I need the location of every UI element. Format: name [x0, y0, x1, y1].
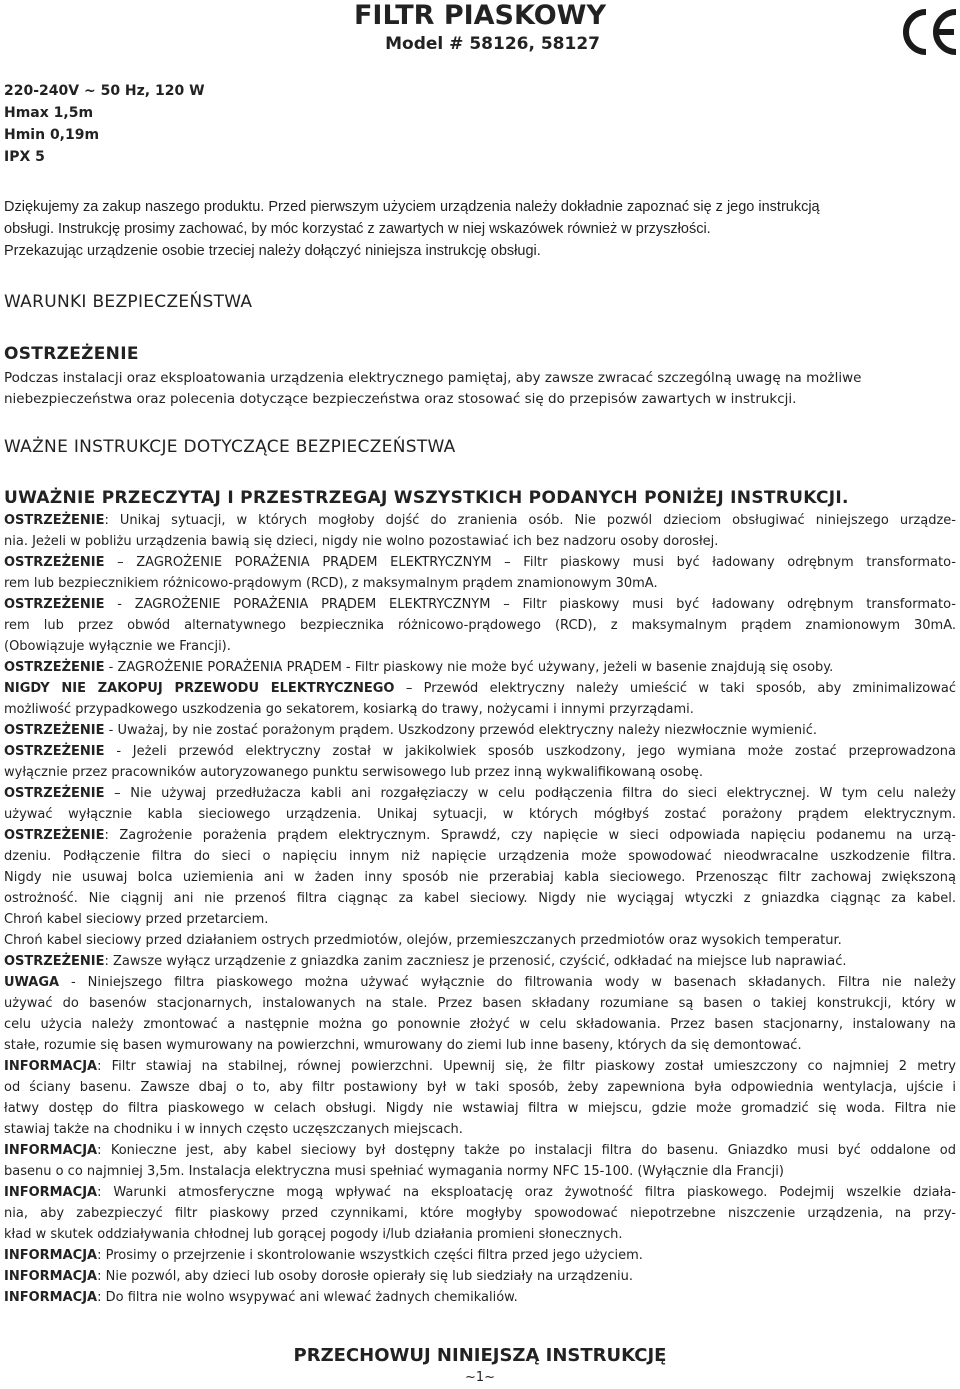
rule-line — [4, 993, 956, 1014]
page-number: ~1~ — [464, 1370, 496, 1385]
rule-label: INFORMACJA — [4, 1143, 98, 1158]
rule-text: używać do basenów stacjonarnych, instalowanych na stale. Przez basen składany rozumiane są basen o takiej konstrukcji, który w — [4, 996, 956, 1011]
rule-line — [4, 762, 956, 783]
rule-line — [4, 951, 956, 972]
safety-heading: WARUNKI BEZPIECZEŃSTWA — [4, 292, 253, 312]
spec-ip-rating: IPX 5 — [4, 149, 45, 165]
rule-line — [4, 615, 956, 636]
rule-label: OSTRZEŻENIE — [4, 555, 105, 570]
rule-line — [4, 804, 956, 825]
rule-line — [4, 510, 956, 531]
rule-text: nia. Jeżeli w pobliżu urządzenia bawią się dzieci, nigdy nie wolno pozostawiać ich bez nadzoru osoby dorosłej. — [4, 534, 719, 549]
rule-line — [4, 1245, 956, 1266]
rule-line — [4, 1056, 956, 1077]
rule-text: od ściany basenu. Zawsze dbaj o to, aby filtr postawiony był w taki sposób, żeby zapewniona była odpowiednia wentylacja, ujście i — [4, 1080, 956, 1095]
rule-line — [4, 825, 956, 846]
rule-label: OSTRZEŻENIE — [4, 513, 105, 528]
warning-paragraph — [4, 368, 956, 410]
rule-line — [4, 888, 956, 909]
rule-label: OSTRZEŻENIE — [4, 828, 105, 843]
rule-label: INFORMACJA — [4, 1248, 98, 1263]
rule-text: - Uważaj, by nie zostać porażonym prądem. Uszkodzony przewód elektryczny należy niezwłocznie wymienić. — [104, 723, 817, 738]
rule-line — [4, 657, 956, 678]
rule-label: OSTRZEŻENIE — [4, 786, 105, 801]
rule-label: OSTRZEŻENIE — [4, 954, 105, 969]
rule-text: - ZAGROŻENIE PORAŻENIA PRĄDEM - Filtr piaskowy nie może być używany, jeżeli w basenie znajdują się osoby. — [104, 660, 834, 675]
rule-label: OSTRZEŻENIE — [4, 597, 105, 612]
rule-label: OSTRZEŻENIE — [4, 660, 105, 675]
rule-text: celu użycia należy zmontować a następnie można go ponownie złożyć w celu składowania. Przez basen stacjonarny, instalowany na — [4, 1017, 956, 1032]
rule-text: – Przewód elektryczny należy umieścić w taki sposób, aby zminimalizować — [394, 681, 957, 696]
rule-text: : Zawsze wyłącz urządzenie z gniazdka zanim zaczniesz je przenosić, czyścić, odkładać na miejsce lub naprawiać. — [104, 954, 847, 969]
rule-line — [4, 594, 956, 615]
intro-line: Dziękujemy za zakup naszego produktu. Przed pierwszym użyciem urządzenia należy dokładnie zapoznać się z jego instrukcją — [4, 199, 820, 215]
rule-line — [4, 573, 956, 594]
rule-text: – ZAGROŻENIE PORAŻENIA PRĄDEM ELEKTRYCZNYM – Filtr piaskowy musi być ładowany odrębnym transformato- — [104, 555, 956, 570]
rule-text: : Filtr stawiaj na stabilnej, równej powierzchni. Upewnij się, że filtr piaskowy został umieszczony co najmniej 2 metry — [97, 1059, 956, 1074]
rule-line — [4, 867, 956, 888]
rule-text: – Nie używaj przedłużacza kabli ani rozgałęziaczy w celu podłączenia filtra do sieci elektrycznej. W tym celu należy — [104, 786, 956, 801]
rule-text: stawiaj także na chodniku i w innych często uczęszczanych miejscach. — [4, 1122, 463, 1137]
rule-label: INFORMACJA — [4, 1059, 98, 1074]
spec-voltage: 220-240V ~ 50 Hz, 120 W — [4, 83, 205, 99]
rule-label: UWAGA — [4, 975, 60, 990]
rule-line — [4, 1161, 956, 1182]
rule-text: nia, aby zabezpieczyć filtr piaskowy przed czynnikami, które mogłyby spowodować niepotrzebne niszczenie urządzenia, na przy- — [4, 1206, 956, 1221]
warning-heading: OSTRZEŻENIE — [4, 344, 139, 364]
warning-line: niebezpieczeństwa oraz polecenia dotyczące bezpieczeństwa oraz stosować się do przepisów zawartych w instrukcji. — [4, 391, 797, 407]
rule-line — [4, 783, 956, 804]
rule-text: stałe, rozumie się basen wymurowany na powierzchni, wmurowany do ziemi lub inne baseny, których da się demontować. — [4, 1038, 802, 1053]
rule-line — [4, 1014, 956, 1035]
rule-text: : Konieczne jest, aby kabel sieciowy był dostępny także po instalacji filtra do basenu. Gniazdko musi być oddalone od — [97, 1143, 956, 1158]
rule-text: : Zagrożenie porażenia prądem elektrycznym. Sprawdź, czy napięcie w sieci odpowiada napięciu podanemu na urzą- — [104, 828, 956, 843]
rule-line — [4, 741, 956, 762]
rule-line — [4, 1287, 956, 1308]
important-instructions-heading: WAŻNE INSTRUKCJE DOTYCZĄCE BEZPIECZEŃSTWA — [4, 437, 456, 457]
rule-text: - Niniejszego filtra piaskowego można używać wyłącznie do filtrowania wody w basenach składanych. Filtra nie należy — [59, 975, 956, 990]
rule-line — [4, 1140, 956, 1161]
safety-rules — [4, 510, 956, 1308]
rule-label: INFORMACJA — [4, 1290, 98, 1305]
rule-line — [4, 720, 956, 741]
rule-label: NIGDY NIE ZAKOPUJ PRZEWODU ELEKTRYCZNEGO — [4, 681, 395, 696]
spec-hmin: Hmin 0,19m — [4, 127, 100, 143]
rule-line — [4, 636, 956, 657]
rule-text: (Obowiązuje wyłącznie we Francji). — [4, 639, 231, 654]
rule-text: : Unikaj sytuacji, w których mogłoby dojść do zranienia osób. Nie pozwól dzieciom obsługiwać niniejszego urządze- — [104, 513, 956, 528]
rule-text: używać wyłącznie kabla sieciowego urządzenia. Unikaj sytuacji, w których mógłbyś zostać porażony prądem elektrycznym. — [4, 807, 956, 822]
spec-list — [4, 80, 205, 168]
rule-text: rem lub bezpiecznikiem różnicowo-prądowym (RCD), z maksymalnym prądem znamionowym 30mA. — [4, 576, 658, 591]
rule-line — [4, 552, 956, 573]
rule-line — [4, 1098, 956, 1119]
rule-text: - ZAGROŻENIE PORAŻENIA PRĄDEM ELEKTRYCZNYM – Filtr piaskowy musi być ładowany odrębnym transformato- — [104, 597, 956, 612]
rule-label: OSTRZEŻENIE — [4, 744, 105, 759]
rule-line — [4, 1224, 956, 1245]
rule-text: Chroń kabel sieciowy przed przetarciem. — [4, 912, 269, 927]
rule-text: wyłącznie przez pracowników autoryzowanego punktu serwisowego lub przez inną wykwalifikowaną osobę. — [4, 765, 703, 780]
intro-line: obsługi. Instrukcję prosimy zachować, by móc korzystać z zawartych w niej wskazówek również w przyszłości. — [4, 221, 711, 237]
rule-text: ostrożność. Nie ciągnij ani nie przenoś filtra ciągnąc za kabel sieciowy. Nigdy nie wyciągaj wtyczki z gniazdka ciągnąc za kabel. — [4, 891, 956, 906]
rule-label: INFORMACJA — [4, 1185, 98, 1200]
rule-text: łatwy dostęp do filtra piaskowego w celach obsługi. Nigdy nie wstawiaj filtra w miejscu, gdzie może gromadzić się woda. Filtra nie — [4, 1101, 956, 1116]
document-title: FILTR PIASKOWY — [353, 0, 606, 31]
rule-text: : Do filtra nie wolno wsypywać ani wlewać żadnych chemikaliów. — [97, 1290, 518, 1305]
rule-text: możliwość przypadkowego uszkodzenia go sekatorem, kosiarką do trawy, nożycami i innymi przyrządami. — [4, 702, 694, 717]
rule-line — [4, 531, 956, 552]
rule-line — [4, 1035, 956, 1056]
model-number: Model # 58126, 58127 — [385, 34, 600, 54]
read-instructions-heading: UWAŻNIE PRZECZYTAJ I PRZESTRZEGAJ WSZYSTKICH PODANYCH PONIŻEJ INSTRUKCJI. — [4, 488, 849, 508]
rule-text: dzeniu. Podłączenie filtra do sieci o napięciu innym niż napięcie urządzenia może spowodować nieodwracalne uszkodzenie filtra. — [4, 849, 956, 864]
rule-line — [4, 930, 956, 951]
rule-text: : Nie pozwól, aby dzieci lub osoby dorosłe opierały się lub siedziały na urządzeniu. — [97, 1269, 633, 1284]
rule-text: basenu o co najmniej 3,5m. Instalacja elektryczna musi spełniać wymagania normy NFC 15-100. (Wyłącznie dla Francji) — [4, 1164, 784, 1179]
rule-text: kład w skutek oddziaływania chłodnej lub gorącej pogody i/lub działania promieni słonecznych. — [4, 1227, 623, 1242]
spec-hmax: Hmax 1,5m — [4, 105, 94, 121]
rule-text: Chroń kabel sieciowy przed działaniem ostrych przedmiotów, olejów, przemieszczanych przedmiotów oraz wysokich temperatur. — [4, 933, 842, 948]
rule-text: : Warunki atmosferyczne mogą wpływać na eksploatację oraz żywotność filtra piaskowego. Podejmij wszelkie działa- — [97, 1185, 956, 1200]
rule-line — [4, 909, 956, 930]
rule-label: INFORMACJA — [4, 1269, 98, 1284]
intro-paragraph — [4, 196, 954, 262]
rule-text: : Prosimy o przejrzenie i skontrolowanie wszystkich części filtra przed jego użyciem. — [97, 1248, 643, 1263]
keep-instructions-heading: PRZECHOWUJ NINIEJSZĄ INSTRUKCJĘ — [293, 1345, 667, 1366]
intro-line: Przekazując urządzenie osobie trzeciej należy dołączyć niniejsza instrukcję obsługi. — [4, 243, 541, 259]
rule-line — [4, 1119, 956, 1140]
rule-text: rem lub przez obwód alternatywnego bezpiecznika różnicowo-prądowego (RCD), z maksymalnym prądem znamionowym 30mA. — [4, 618, 956, 633]
rule-line — [4, 1203, 956, 1224]
rule-line — [4, 1077, 956, 1098]
rule-label: OSTRZEŻENIE — [4, 723, 105, 738]
rule-line — [4, 678, 956, 699]
rule-text: Nigdy nie usuwaj bolca uziemienia ani w żaden inny sposób nie przerabiaj kabla sieciowego. Przenosząc filtr zachowaj zwiększoną — [4, 870, 956, 885]
rule-line — [4, 972, 956, 993]
rule-line — [4, 699, 956, 720]
rule-text: - Jeżeli przewód elektryczny został w jakikolwiek sposób uszkodzony, jego wymiana może zostać przeprowadzona — [104, 744, 956, 759]
rule-line — [4, 1182, 956, 1203]
rule-line — [4, 1266, 956, 1287]
rule-line — [4, 846, 956, 867]
warning-line: Podczas instalacji oraz eksploatowania urządzenia elektrycznego pamiętaj, aby zawsze zwracać szczególną uwagę na możliwe — [4, 370, 862, 386]
ce-mark-icon — [900, 4, 960, 60]
